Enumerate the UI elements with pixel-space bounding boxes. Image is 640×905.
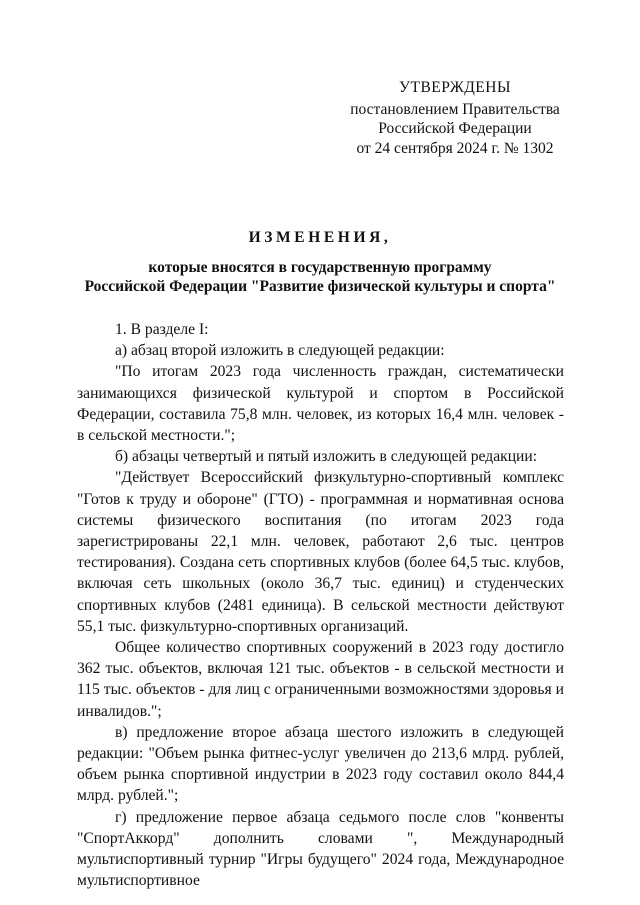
title-subtitle-line-1: которые вносятся в государственную программу: [148, 258, 492, 276]
title-main: ИЗМЕНЕНИЯ,: [248, 229, 392, 246]
paragraph-item-a: а) абзац второй изложить в следующей редакции:: [115, 342, 445, 360]
paragraph-item-v: в) предложение второе абзаца шестого изложить в следующей редакции: "Объем рынка фитнес-услуг увеличен до 213,6 млрд. рублей, объем рынка спортивной индустрии в 2023 году составил около 844,4 млрд. рублей.";: [77, 723, 564, 805]
paragraph-section-1: 1. В разделе I:: [115, 321, 209, 338]
approval-heading: УТВЕРЖДЕНЫ: [399, 79, 511, 96]
paragraph-item-g: г) предложение первое абзаца седьмого после слов "конвенты "СпортАккорд" дополнить словами ", Международный мультиспортивный турнир "Игры будущего" 2024 года, Международное мультиспортивное: [77, 808, 564, 890]
paragraph-quote-3: Общее количество спортивных сооружений в 2023 году достигло 362 тыс. объектов, включая 121 тыс. объектов - в сельской местности и 115 тыс. объектов - для лиц с ограниченными возможностями здоровья и инвалидов.";: [77, 639, 564, 720]
document-title: [40, 228, 600, 297]
document-body: [77, 319, 564, 891]
title-subtitle-line-2: Российской Федерации "Развитие физической культуры и спорта": [84, 278, 556, 295]
paragraph-quote-1: "По итогам 2023 года численность граждан, систематически занимающихся физической культурой и спортом в Российской Федерации, составила 75,8 млн. человек, из которых 16,4 млн. человек - в сельской местности.";: [77, 363, 564, 445]
approval-stamp: [330, 78, 580, 158]
approval-line-2: Российской Федерации: [378, 120, 532, 137]
approval-line-3: от 24 сентября 2024 г. № 1302: [356, 139, 554, 157]
paragraph-quote-2: "Действует Всероссийский физкультурно-спортивный комплекс "Готов к труду и обороне" (ГТО) - программная и нормативная основа системы физического воспитания (по итогам 2023 года зарегистрированы 22,1 млн. человек, работают 2,6 тыс. центров тестирования). Создана сеть спортивных клубов (более 64,5 тыс. клубов, включая сеть школьных (около 36,7 тыс. единиц) и студенческих спортивных клубов (2481 единица). В сельской местности действуют 55,1 тыс. физкультурно-спортивных организаций.: [77, 469, 564, 635]
paragraph-item-b: б) абзацы четвертый и пятый изложить в следующей редакции:: [115, 448, 538, 466]
approval-line-1: постановлением Правительства: [350, 100, 560, 118]
